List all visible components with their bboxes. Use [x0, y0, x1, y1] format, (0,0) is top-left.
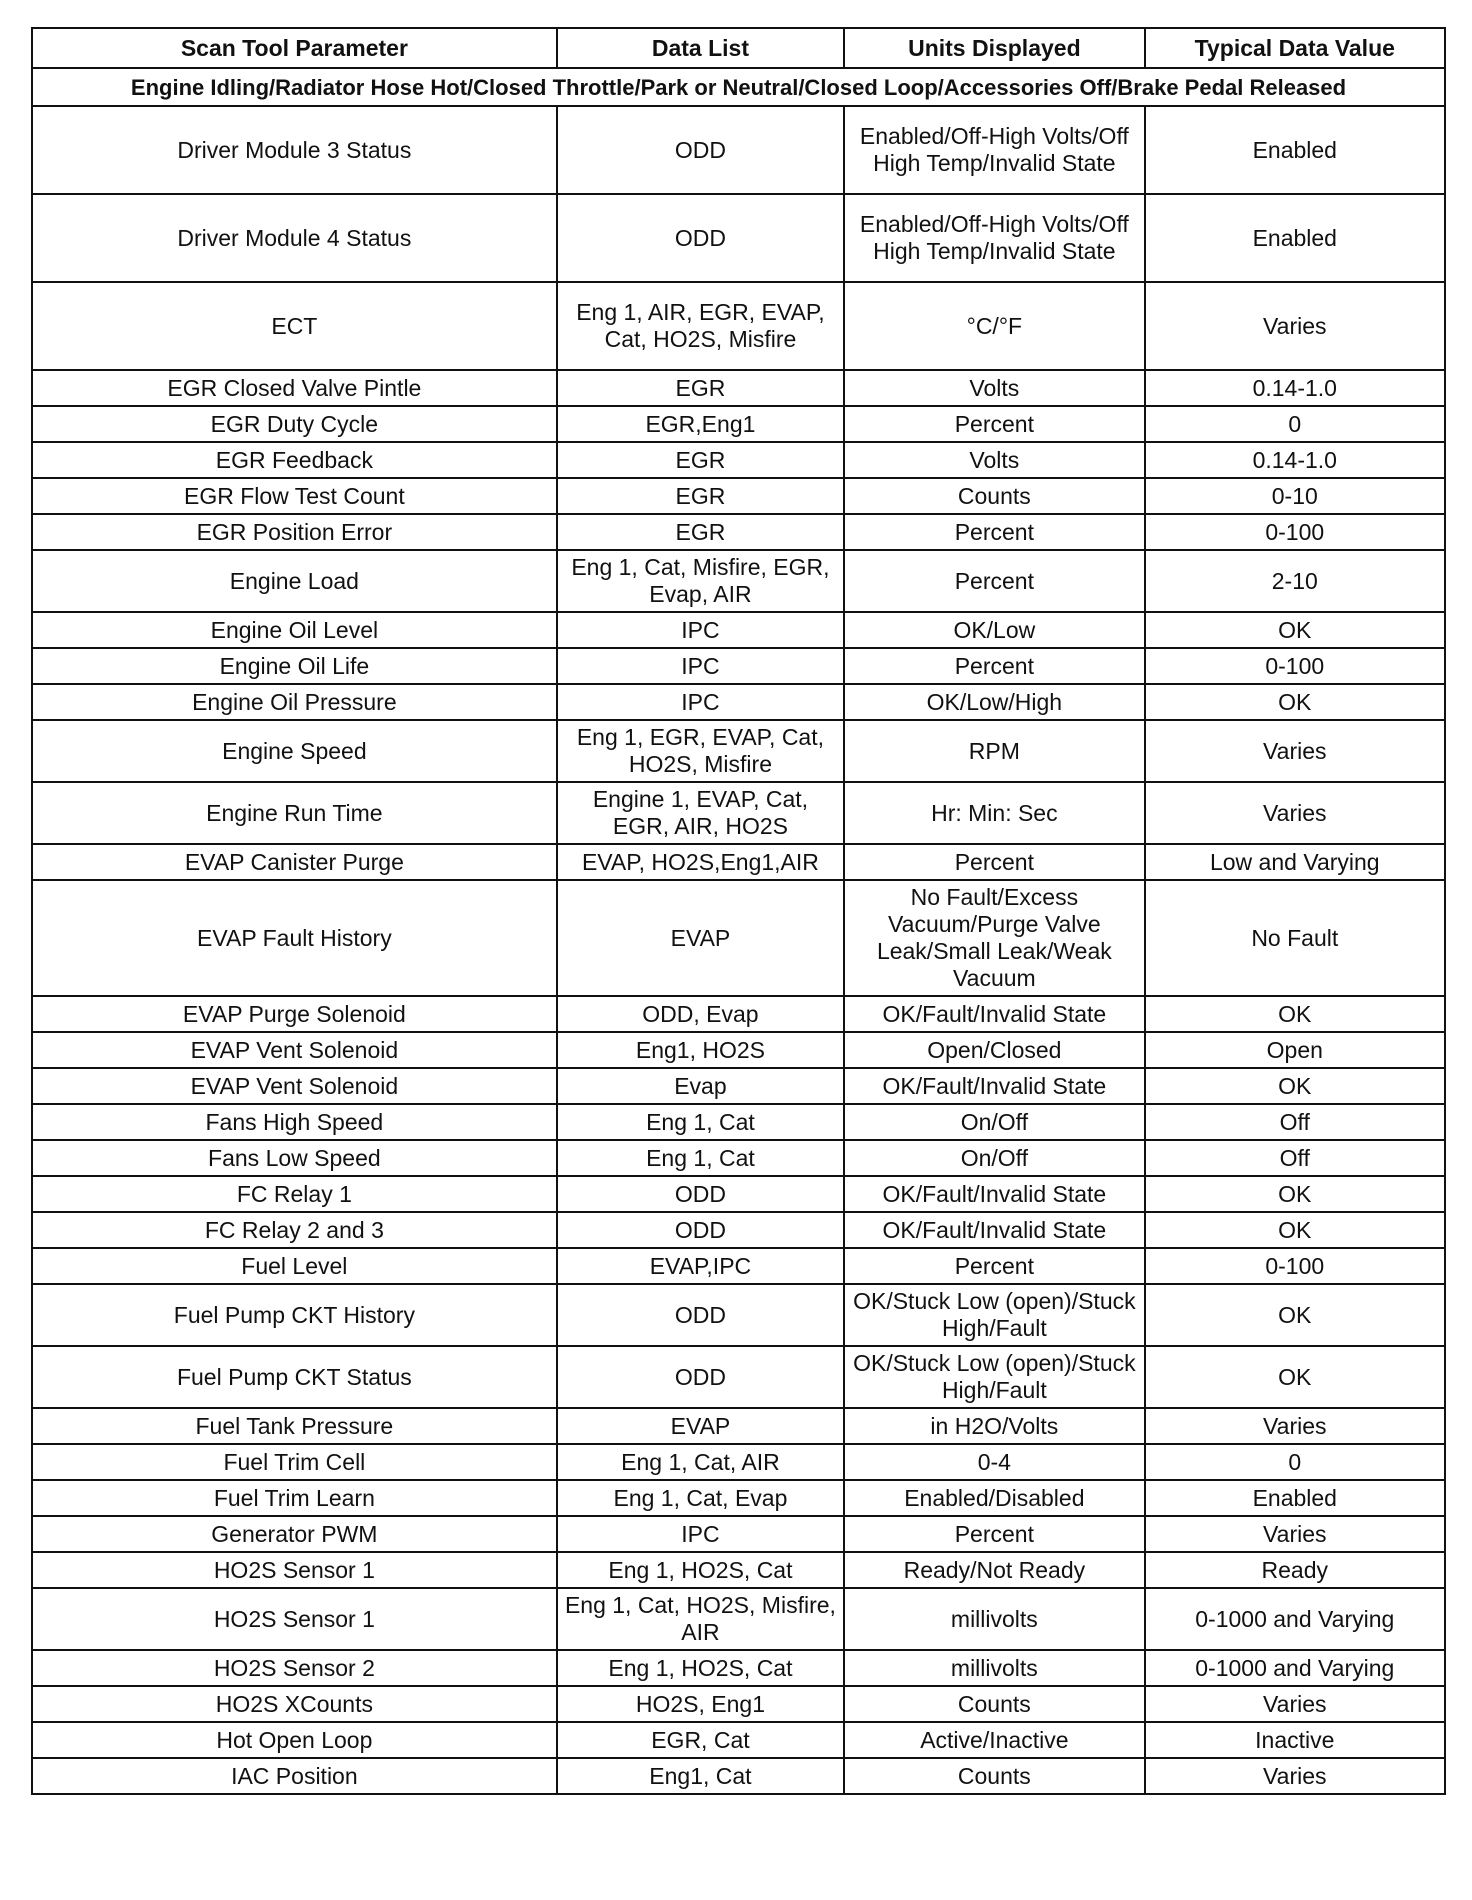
data-list-cell: EVAP, HO2S,Eng1,AIR [557, 844, 844, 880]
typical-value-cell: 2-10 [1145, 550, 1445, 612]
table-row [32, 1284, 1445, 1346]
table-body [32, 68, 1445, 1794]
table-row [32, 844, 1445, 880]
parameter-cell: Generator PWM [32, 1516, 557, 1552]
parameter-cell: EGR Feedback [32, 442, 557, 478]
units-cell: OK/Low/High [844, 684, 1144, 720]
table-row [32, 1686, 1445, 1722]
typical-value-cell: OK [1145, 1284, 1445, 1346]
units-cell: OK/Low [844, 612, 1144, 648]
typical-value-cell: 0 [1145, 1444, 1445, 1480]
table-row [32, 406, 1445, 442]
data-list-cell: EGR,Eng1 [557, 406, 844, 442]
table-header [32, 28, 1445, 68]
units-cell: Percent [844, 1516, 1144, 1552]
typical-value-cell: OK [1145, 1212, 1445, 1248]
typical-value-cell: 0-1000 and Varying [1145, 1650, 1445, 1686]
parameter-cell: Driver Module 3 Status [32, 106, 557, 194]
table-row [32, 720, 1445, 782]
units-cell: Hr: Min: Sec [844, 782, 1144, 844]
table-row [32, 1068, 1445, 1104]
units-cell: On/Off [844, 1104, 1144, 1140]
table-row [32, 1408, 1445, 1444]
parameter-cell: EGR Position Error [32, 514, 557, 550]
units-cell: 0-4 [844, 1444, 1144, 1480]
typical-value-cell: Varies [1145, 282, 1445, 370]
typical-value-cell: OK [1145, 1176, 1445, 1212]
table-row [32, 996, 1445, 1032]
parameter-cell: Fans High Speed [32, 1104, 557, 1140]
typical-value-cell: Off [1145, 1140, 1445, 1176]
data-list-cell: Eng 1, HO2S, Cat [557, 1552, 844, 1588]
document-page [31, 27, 1446, 1795]
parameter-cell: HO2S Sensor 1 [32, 1552, 557, 1588]
parameter-cell: Fuel Pump CKT History [32, 1284, 557, 1346]
data-list-cell: HO2S, Eng1 [557, 1686, 844, 1722]
parameter-cell: Fuel Tank Pressure [32, 1408, 557, 1444]
header-units-displayed: Units Displayed [844, 28, 1144, 68]
header-data-list: Data List [557, 28, 844, 68]
typical-value-cell: 0-100 [1145, 648, 1445, 684]
data-list-cell: Eng 1, EGR, EVAP, Cat, HO2S, Misfire [557, 720, 844, 782]
table-row [32, 1444, 1445, 1480]
parameter-cell: Fuel Trim Learn [32, 1480, 557, 1516]
units-cell: Counts [844, 1758, 1144, 1794]
units-cell: No Fault/Excess Vacuum/Purge Valve Leak/Small Leak/Weak Vacuum [844, 880, 1144, 996]
typical-value-cell: Enabled [1145, 106, 1445, 194]
table-row [32, 880, 1445, 996]
parameter-cell: Driver Module 4 Status [32, 194, 557, 282]
typical-value-cell: OK [1145, 1346, 1445, 1408]
typical-value-cell: Enabled [1145, 1480, 1445, 1516]
table-row [32, 648, 1445, 684]
units-cell: Active/Inactive [844, 1722, 1144, 1758]
parameter-cell: Fans Low Speed [32, 1140, 557, 1176]
units-cell: OK/Fault/Invalid State [844, 996, 1144, 1032]
table-row [32, 282, 1445, 370]
units-cell: Enabled/Disabled [844, 1480, 1144, 1516]
table-row [32, 1480, 1445, 1516]
parameter-cell: EVAP Purge Solenoid [32, 996, 557, 1032]
header-scan-tool-parameter: Scan Tool Parameter [32, 28, 557, 68]
typical-value-cell: 0-10 [1145, 478, 1445, 514]
units-cell: Percent [844, 648, 1144, 684]
table-row [32, 442, 1445, 478]
table-row [32, 612, 1445, 648]
data-list-cell: Eng1, Cat [557, 1758, 844, 1794]
units-cell: Counts [844, 1686, 1144, 1722]
data-list-cell: EGR, Cat [557, 1722, 844, 1758]
table-row [32, 1032, 1445, 1068]
data-list-cell: IPC [557, 648, 844, 684]
data-list-cell: EVAP [557, 880, 844, 996]
parameter-cell: FC Relay 1 [32, 1176, 557, 1212]
table-row [32, 684, 1445, 720]
typical-value-cell: Varies [1145, 1758, 1445, 1794]
data-list-cell: Eng1, HO2S [557, 1032, 844, 1068]
typical-value-cell: Varies [1145, 1408, 1445, 1444]
units-cell: Enabled/Off-High Volts/Off High Temp/Invalid State [844, 106, 1144, 194]
parameter-cell: Engine Load [32, 550, 557, 612]
data-list-cell: ODD [557, 1284, 844, 1346]
table-row [32, 478, 1445, 514]
units-cell: OK/Stuck Low (open)/Stuck High/Fault [844, 1284, 1144, 1346]
typical-value-cell: OK [1145, 612, 1445, 648]
units-cell: Ready/Not Ready [844, 1552, 1144, 1588]
data-list-cell: Eng 1, Cat, AIR [557, 1444, 844, 1480]
data-list-cell: ODD, Evap [557, 996, 844, 1032]
data-list-cell: Eng 1, Cat, Misfire, EGR, Evap, AIR [557, 550, 844, 612]
typical-value-cell: OK [1145, 996, 1445, 1032]
typical-value-cell: 0-1000 and Varying [1145, 1588, 1445, 1650]
table-row [32, 550, 1445, 612]
table-row [32, 1650, 1445, 1686]
data-list-cell: EGR [557, 370, 844, 406]
parameter-cell: EVAP Vent Solenoid [32, 1068, 557, 1104]
data-list-cell: ODD [557, 194, 844, 282]
units-cell: millivolts [844, 1650, 1144, 1686]
table-row [32, 106, 1445, 194]
parameter-cell: ECT [32, 282, 557, 370]
data-list-cell: Eng 1, Cat [557, 1140, 844, 1176]
data-list-cell: ODD [557, 1212, 844, 1248]
typical-value-cell: 0.14-1.0 [1145, 370, 1445, 406]
data-list-cell: Eng 1, HO2S, Cat [557, 1650, 844, 1686]
units-cell: in H2O/Volts [844, 1408, 1144, 1444]
units-cell: Percent [844, 406, 1144, 442]
units-cell: Counts [844, 478, 1144, 514]
parameter-cell: Fuel Pump CKT Status [32, 1346, 557, 1408]
data-list-cell: ODD [557, 1346, 844, 1408]
typical-value-cell: Enabled [1145, 194, 1445, 282]
table-row [32, 782, 1445, 844]
parameter-cell: Engine Run Time [32, 782, 557, 844]
parameter-cell: EVAP Vent Solenoid [32, 1032, 557, 1068]
data-list-cell: IPC [557, 1516, 844, 1552]
parameter-cell: Fuel Trim Cell [32, 1444, 557, 1480]
units-cell: Percent [844, 550, 1144, 612]
parameter-cell: FC Relay 2 and 3 [32, 1212, 557, 1248]
header-typical-data-value: Typical Data Value [1145, 28, 1445, 68]
typical-value-cell: Varies [1145, 1516, 1445, 1552]
parameter-cell: EVAP Fault History [32, 880, 557, 996]
parameter-cell: IAC Position [32, 1758, 557, 1794]
typical-value-cell: OK [1145, 684, 1445, 720]
parameter-cell: EGR Flow Test Count [32, 478, 557, 514]
table-row [32, 370, 1445, 406]
parameter-cell: HO2S Sensor 1 [32, 1588, 557, 1650]
operating-condition-row [32, 68, 1445, 106]
data-list-cell: Eng 1, Cat, Evap [557, 1480, 844, 1516]
table-row [32, 514, 1445, 550]
data-list-cell: Eng 1, Cat, HO2S, Misfire, AIR [557, 1588, 844, 1650]
data-list-cell: EVAP [557, 1408, 844, 1444]
data-list-cell: EGR [557, 514, 844, 550]
parameter-cell: Fuel Level [32, 1248, 557, 1284]
units-cell: Volts [844, 370, 1144, 406]
typical-value-cell: Off [1145, 1104, 1445, 1140]
table-row [32, 194, 1445, 282]
data-list-cell: Evap [557, 1068, 844, 1104]
table-row [32, 1140, 1445, 1176]
table-row [32, 1346, 1445, 1408]
table-row [32, 1104, 1445, 1140]
data-list-cell: EGR [557, 442, 844, 478]
units-cell: Percent [844, 514, 1144, 550]
typical-value-cell: Varies [1145, 720, 1445, 782]
typical-value-cell: Open [1145, 1032, 1445, 1068]
table-row [32, 1552, 1445, 1588]
parameter-cell: EVAP Canister Purge [32, 844, 557, 880]
table-row [32, 1176, 1445, 1212]
table-row [32, 1248, 1445, 1284]
table-row [32, 1722, 1445, 1758]
units-cell: Percent [844, 1248, 1144, 1284]
parameter-cell: HO2S XCounts [32, 1686, 557, 1722]
typical-value-cell: 0.14-1.0 [1145, 442, 1445, 478]
parameter-cell: Engine Oil Pressure [32, 684, 557, 720]
data-list-cell: EGR [557, 478, 844, 514]
typical-value-cell: No Fault [1145, 880, 1445, 996]
typical-value-cell: Varies [1145, 782, 1445, 844]
units-cell: Open/Closed [844, 1032, 1144, 1068]
typical-value-cell: Low and Varying [1145, 844, 1445, 880]
units-cell: Enabled/Off-High Volts/Off High Temp/Invalid State [844, 194, 1144, 282]
parameter-cell: EGR Duty Cycle [32, 406, 557, 442]
units-cell: OK/Fault/Invalid State [844, 1176, 1144, 1212]
units-cell: RPM [844, 720, 1144, 782]
data-list-cell: IPC [557, 612, 844, 648]
parameter-cell: Hot Open Loop [32, 1722, 557, 1758]
typical-value-cell: 0-100 [1145, 514, 1445, 550]
units-cell: OK/Fault/Invalid State [844, 1068, 1144, 1104]
operating-condition: Engine Idling/Radiator Hose Hot/Closed Throttle/Park or Neutral/Closed Loop/Accessories Off/Brake Pedal Released [32, 68, 1445, 106]
units-cell: OK/Fault/Invalid State [844, 1212, 1144, 1248]
units-cell: On/Off [844, 1140, 1144, 1176]
units-cell: Percent [844, 844, 1144, 880]
table-row [32, 1588, 1445, 1650]
data-list-cell: Eng 1, Cat [557, 1104, 844, 1140]
table-row [32, 1758, 1445, 1794]
units-cell: Volts [844, 442, 1144, 478]
parameter-cell: EGR Closed Valve Pintle [32, 370, 557, 406]
parameter-cell: Engine Oil Life [32, 648, 557, 684]
scan-tool-data-table [31, 27, 1446, 1795]
header-row [32, 28, 1445, 68]
table-row [32, 1212, 1445, 1248]
typical-value-cell: Ready [1145, 1552, 1445, 1588]
data-list-cell: Engine 1, EVAP, Cat, EGR, AIR, HO2S [557, 782, 844, 844]
parameter-cell: HO2S Sensor 2 [32, 1650, 557, 1686]
units-cell: millivolts [844, 1588, 1144, 1650]
typical-value-cell: 0-100 [1145, 1248, 1445, 1284]
parameter-cell: Engine Oil Level [32, 612, 557, 648]
data-list-cell: Eng 1, AIR, EGR, EVAP, Cat, HO2S, Misfire [557, 282, 844, 370]
typical-value-cell: OK [1145, 1068, 1445, 1104]
data-list-cell: ODD [557, 106, 844, 194]
typical-value-cell: 0 [1145, 406, 1445, 442]
parameter-cell: Engine Speed [32, 720, 557, 782]
data-list-cell: EVAP,IPC [557, 1248, 844, 1284]
data-list-cell: IPC [557, 684, 844, 720]
units-cell: OK/Stuck Low (open)/Stuck High/Fault [844, 1346, 1144, 1408]
units-cell: °C/°F [844, 282, 1144, 370]
data-list-cell: ODD [557, 1176, 844, 1212]
typical-value-cell: Inactive [1145, 1722, 1445, 1758]
typical-value-cell: Varies [1145, 1686, 1445, 1722]
table-row [32, 1516, 1445, 1552]
